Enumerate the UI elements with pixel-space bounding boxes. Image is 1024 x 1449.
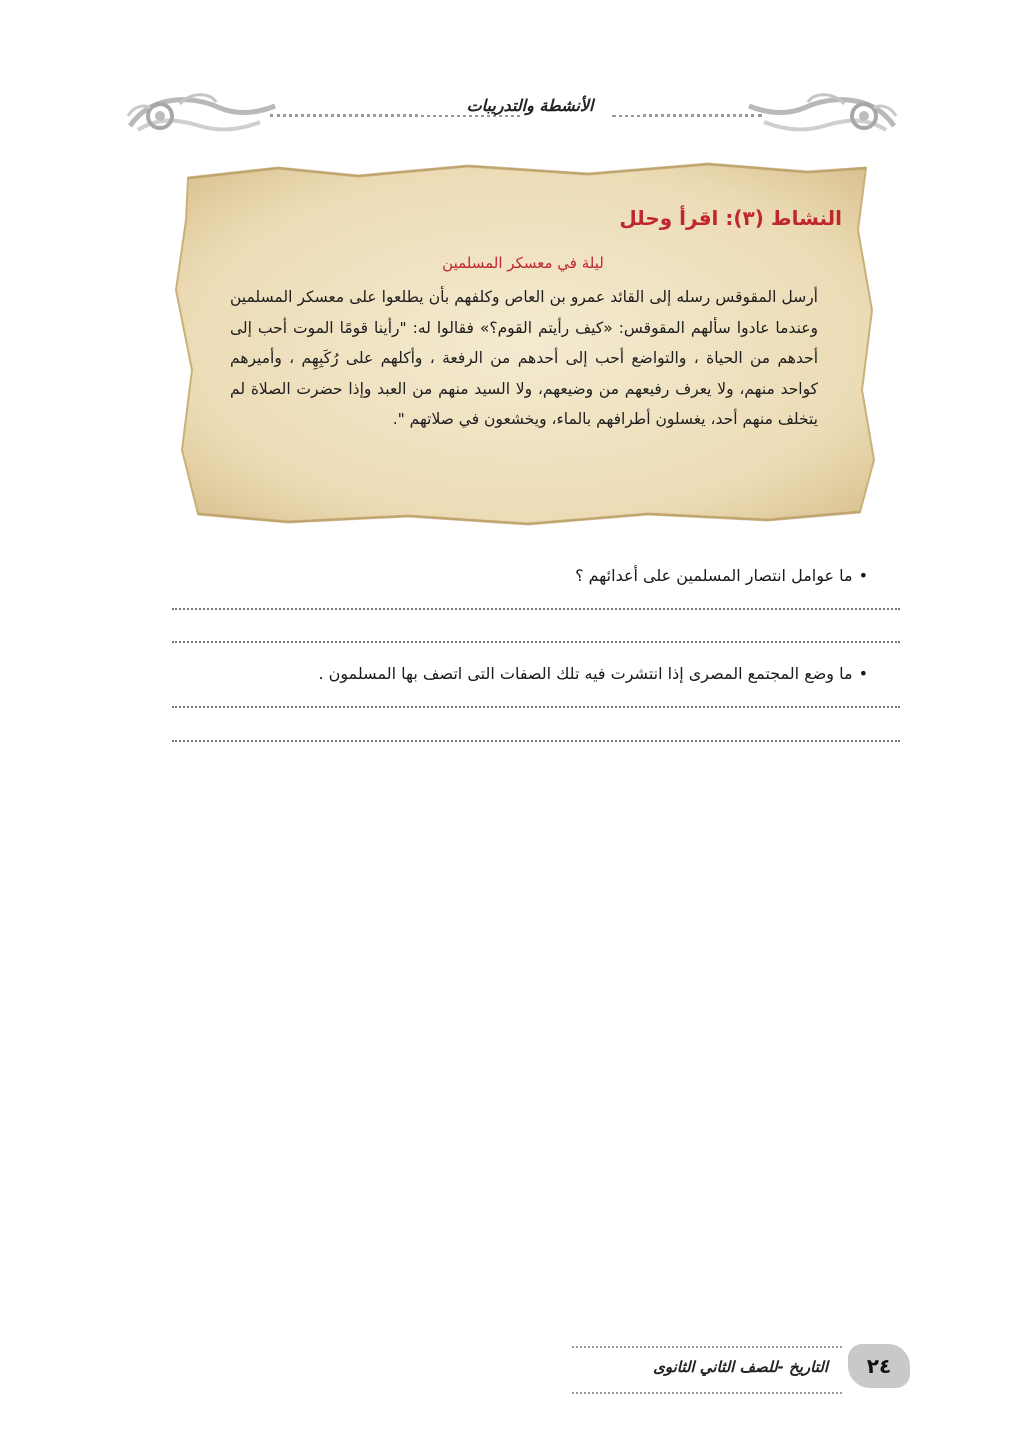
- ornament-right-icon: [744, 86, 904, 142]
- answer-line-1[interactable]: [172, 608, 900, 610]
- activity-title: النشاط (٣): اقرأ وحلل: [619, 206, 842, 230]
- footer-divider-top: [572, 1346, 842, 1348]
- answer-line-3[interactable]: [172, 706, 900, 708]
- question-1-text: ما عوامل انتصار المسلمين على أعدائهم ؟: [575, 566, 853, 585]
- passage-title: ليلة في معسكر المسلمين: [442, 254, 604, 272]
- question-2: [318, 664, 868, 683]
- bullet-icon: •: [858, 566, 868, 585]
- question-2-text: ما وضع المجتمع المصرى إذا انتشرت فيه تلك الصفات التى اتصف بها المسلمون .: [318, 664, 853, 683]
- passage-text: أرسل المقوقس رسله إلى القائد عمرو بن العاص وكلفهم بأن يطلعوا على معسكر المسلمين وعندما عادوا سألهم المقوقس: «كيف رأيتم القوم؟» فقالوا له: "رأينا قومًا الموت أحب إلى أحدهم من الحياة ، والتواضع أحب إلى أحدهم من الرفعة ، وأكلهم على رُكَبِهِم ، وأميرهم كواحد منهم، ولا يعرف رفيعهم من وضيعهم، ولا السيد منهم من العبد وإذا حضرت الصلاة لم يتخلف منهم أحد، يغسلون أطرافهم بالماء، ويخشعون في صلاتهم ".: [230, 288, 818, 428]
- answer-line-4[interactable]: [172, 740, 900, 742]
- activity-card: [168, 160, 878, 530]
- page-header: [120, 84, 904, 144]
- bullet-icon: •: [858, 664, 868, 683]
- answer-line-2[interactable]: [172, 641, 900, 643]
- question-1: [575, 566, 868, 585]
- section-title: الأنشطة والتدريبات: [420, 96, 640, 115]
- footer-divider-bottom: [572, 1392, 842, 1394]
- book-title: التاريخ -للصف الثاني الثانوى: [653, 1358, 828, 1376]
- ornament-left-icon: [120, 86, 280, 142]
- page-number: ٢٤: [848, 1344, 910, 1388]
